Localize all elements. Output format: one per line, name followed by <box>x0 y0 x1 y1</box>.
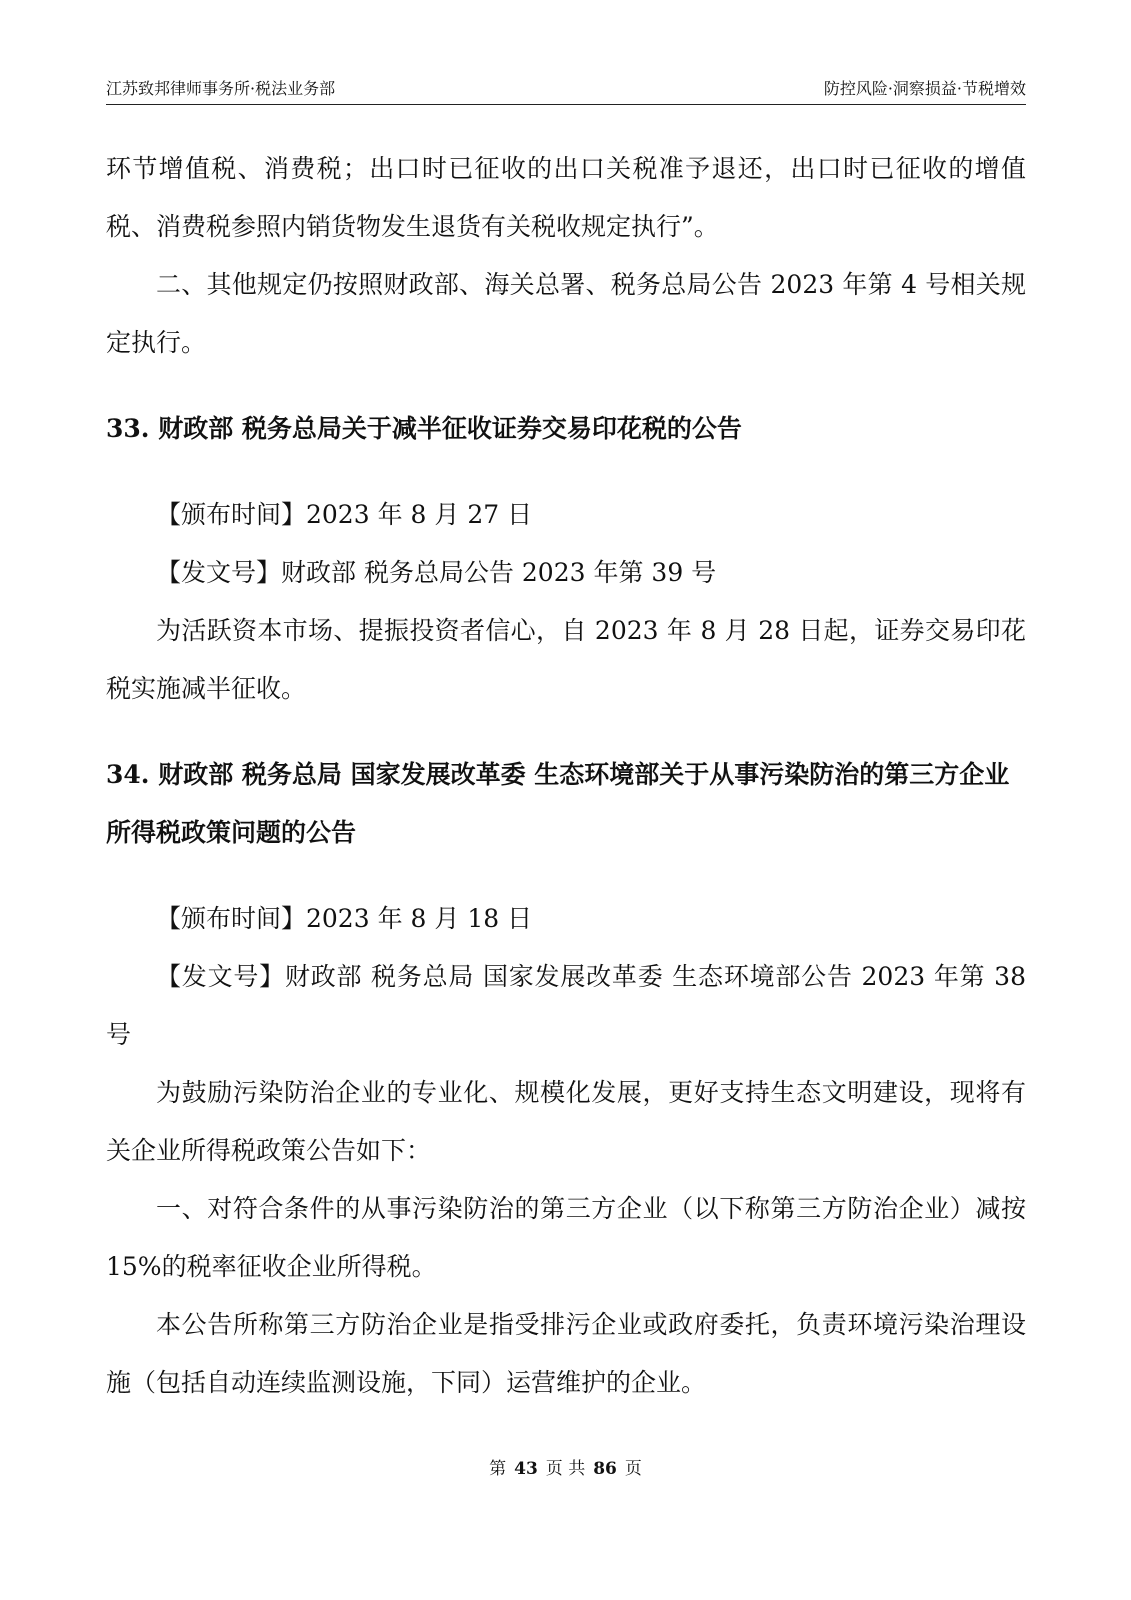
section-34-doc-number: 【发文号】财政部 税务总局 国家发展改革委 生态环境部公告 2023 年第 38 号 <box>106 962 1026 1049</box>
section-34-item-1: 一、对符合条件的从事污染防治的第三方企业（以下称第三方防治企业）减按 15%的税率征收企业所得税。 <box>106 1194 1026 1281</box>
section-34-definition: 本公告所称第三方防治企业是指受排污企业或政府委托，负责环境污染治理设施（包括自动连续监测设施，下同）运营维护的企业。 <box>106 1310 1026 1397</box>
section-33-date: 【颁布时间】2023 年 8 月 27 日 <box>156 500 533 529</box>
document-body <box>106 140 1026 1412</box>
header-firm-name: 江苏致邦律师事务所·税法业务部 <box>106 79 336 98</box>
paragraph-continued: 环节增值税、消费税；出口时已征收的出口关税准予退还，出口时已征收的增值税、消费税参照内销货物发生退货有关税收规定执行”。 <box>106 154 1026 241</box>
section-33-title: 33. 财政部 税务总局关于减半征收证券交易印花税的公告 <box>106 414 742 443</box>
header-slogan: 防控风险·洞察损益·节税增效 <box>823 79 1026 98</box>
footer-mid: 页 共 <box>545 1459 586 1479</box>
paragraph-other-rules: 二、其他规定仍按照财政部、海关总署、税务总局公告 2023 年第 4 号相关规定执行。 <box>106 270 1026 357</box>
section-34-intro: 为鼓励污染防治企业的专业化、规模化发展，更好支持生态文明建设，现将有关企业所得税政策公告如下： <box>106 1078 1026 1165</box>
section-34-title: 34. 财政部 税务总局 国家发展改革委 生态环境部关于从事污染防治的第三方企业所得税政策问题的公告 <box>106 760 1010 847</box>
footer-page-number: 43 <box>514 1459 538 1479</box>
section-33-text: 为活跃资本市场、提振投资者信心，自 2023 年 8 月 28 日起，证券交易印花税实施减半征收。 <box>106 616 1026 703</box>
footer-suffix: 页 <box>624 1459 642 1479</box>
section-33-doc-number: 【发文号】财政部 税务总局公告 2023 年第 39 号 <box>156 558 717 587</box>
footer-prefix: 第 <box>489 1459 507 1479</box>
page-header <box>106 78 1026 105</box>
section-34-date: 【颁布时间】2023 年 8 月 18 日 <box>156 904 533 933</box>
footer-total-pages: 86 <box>593 1459 617 1479</box>
page-footer <box>0 1458 1131 1480</box>
